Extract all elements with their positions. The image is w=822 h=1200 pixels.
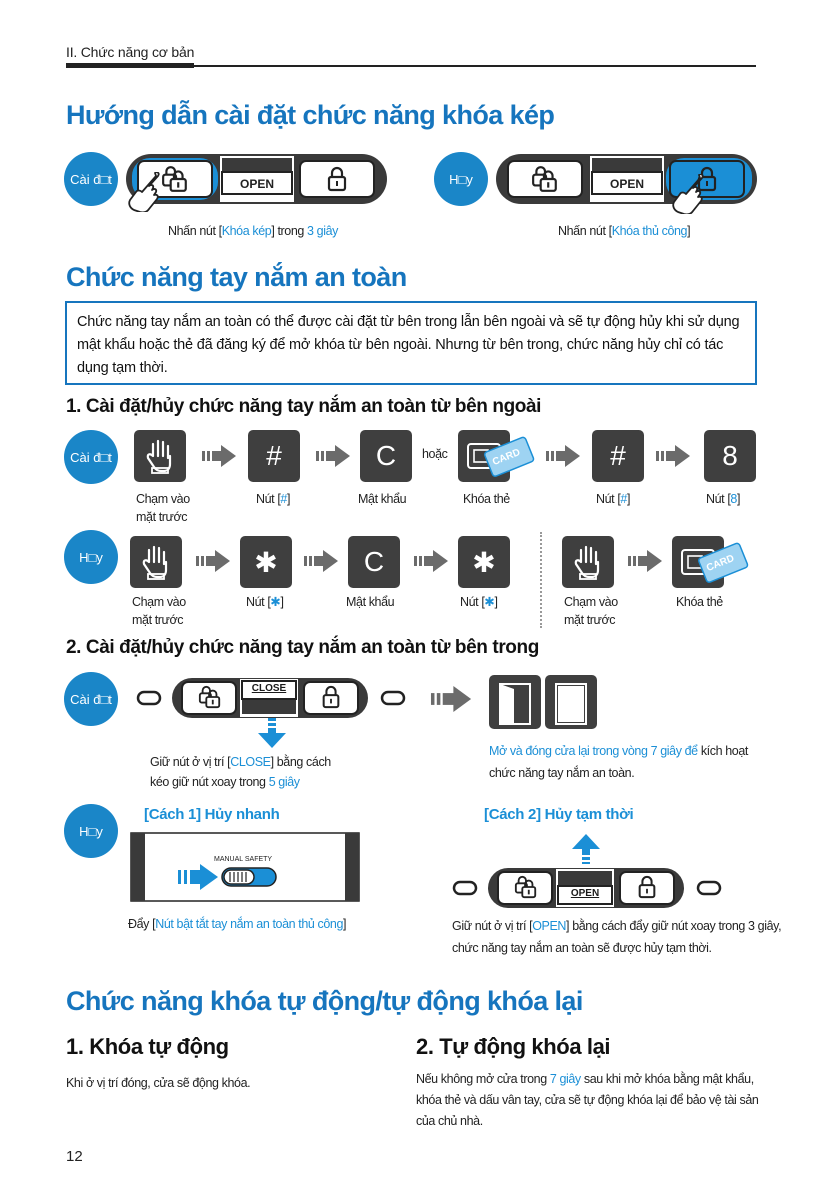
- lock-panel-cancel: [494, 152, 759, 206]
- btn-8-caption: Nút [8]: [706, 492, 741, 506]
- touch-front-icon: [134, 430, 186, 482]
- double-lock-title: Hướng dẫn cài đặt chức năng khóa kép: [66, 100, 555, 130]
- arrow-icon: [656, 445, 690, 467]
- door-open-close-icon: [488, 674, 598, 730]
- outside-cancel-badge: H□y: [64, 530, 118, 584]
- down-arrow-icon: [256, 718, 288, 748]
- btn-hash-caption: Nút [#]: [256, 492, 291, 506]
- safety-description-box: [65, 301, 757, 385]
- key-star: ✱: [240, 536, 292, 588]
- touch-front-caption-2: Chạm vào mặt trước: [564, 595, 618, 627]
- lock-panel-set: [124, 152, 389, 206]
- panel-open-label: OPEN: [609, 177, 644, 191]
- autolock-title: Chức năng khóa tự động/tự động khóa lại: [66, 986, 583, 1016]
- key-star-2: ✱: [458, 536, 510, 588]
- safety-description: Chức năng tay nắm an toàn có thể được cài đặt từ bên trong lẫn bên ngoài và sẽ tự động hủy khi sử dụng mật khẩu hoặc thẻ đã đăng ký để mở khóa từ bên ngoài. Nhưng từ bên trong, chức năng hủy chỉ có tác dụng tạm thời.: [77, 314, 740, 376]
- outside-title: 1. Cài đặt/hủy chức năng tay nắm an toàn từ bên ngoài: [66, 396, 542, 417]
- touch-front-icon: [562, 536, 614, 588]
- finger-press-icon: [670, 174, 710, 214]
- relock-text: Nếu không mở cửa trong 7 giây sau khi mở khóa bằng mật khẩu, khóa thẻ và dấu vân tay, cửa sẽ tự động khóa lại để bảo vệ tài sản của chủ nhà.: [416, 1072, 759, 1128]
- safety-title: Chức năng tay nắm an toàn: [66, 262, 407, 292]
- set-caption: Nhấn nút [Khóa kép] trong 3 giây: [168, 224, 338, 238]
- lock-icon: [320, 685, 342, 709]
- panel-open-label: OPEN: [570, 888, 600, 899]
- inside-panel-open: [452, 866, 722, 910]
- inside-set-badge: Cài đ□t: [64, 672, 118, 726]
- inside-cancel-badge: H□y: [64, 804, 118, 858]
- panel-open-label: OPEN: [239, 177, 274, 191]
- touch-front-icon: [130, 536, 182, 588]
- arrow-icon: [546, 445, 580, 467]
- double-lock-icon: [514, 875, 538, 899]
- btn-star-caption-2: Nút [✱]: [460, 595, 498, 609]
- key-hash: #: [248, 430, 300, 482]
- touch-front-caption: Chạm vào mặt trước: [136, 492, 190, 524]
- inside-title: 2. Cài đặt/hủy chức năng tay nắm an toàn từ bên trong: [66, 637, 539, 658]
- arrow-icon: [196, 550, 230, 572]
- double-lock-icon: [531, 165, 559, 193]
- key-c: C: [360, 430, 412, 482]
- cancel-badge: H□y: [434, 152, 488, 206]
- manual-safety-panel: [130, 832, 360, 902]
- finger-press-icon: [126, 172, 166, 212]
- panel-close-label: CLOSE: [251, 683, 287, 694]
- auto-lock-text: Khi ở vị trí đóng, cửa sẽ động khóa.: [66, 1076, 251, 1090]
- push-caption: Đẩy [Nút bật tắt tay nắm an toàn thủ công]: [128, 917, 347, 931]
- cancel-caption: Nhấn nút [Khóa thủ công]: [558, 224, 691, 238]
- header-rule-accent: [66, 63, 194, 68]
- card-key-caption-2: Khóa thẻ: [676, 595, 723, 609]
- manual-safety-panel-graphic: [130, 832, 360, 902]
- outside-set-badge: Cài đ□t: [64, 430, 118, 484]
- section-label: II. Chức năng cơ bản: [66, 44, 195, 60]
- door-caption: Mở và đóng cửa lại trong vòng 7 giây để kích hoạt chức năng tay nắm an toàn.: [489, 744, 748, 780]
- inside-panel-close: [136, 676, 406, 720]
- card-text: CARD: [490, 446, 522, 469]
- divider: [540, 532, 542, 628]
- set-badge: Cài đ□t: [64, 152, 118, 206]
- password-caption: Mật khẩu: [346, 595, 395, 609]
- arrow-icon: [202, 445, 236, 467]
- card-text: CARD: [704, 552, 736, 575]
- touch-front-caption: Chạm vào mặt trước: [132, 595, 186, 627]
- manual-safety-label: MANUAL SAFETY: [214, 856, 273, 863]
- arrow-icon: [304, 550, 338, 572]
- up-arrow-icon: [570, 834, 602, 864]
- arrow-icon: [430, 686, 472, 712]
- lock-icon: [325, 166, 349, 192]
- arrow-icon: [414, 550, 448, 572]
- double-lock-icon: [198, 685, 222, 709]
- btn-star-caption: Nút [✱]: [246, 595, 284, 609]
- key-hash-2: #: [592, 430, 644, 482]
- or-text: hoặc: [422, 447, 448, 461]
- password-caption: Mật khẩu: [358, 492, 407, 506]
- page-number: 12: [66, 1148, 83, 1165]
- lock-icon: [636, 875, 658, 899]
- temp-cancel-caption: Giữ nút ở vị trí [OPEN] bằng cách đẩy giữ nút xoay trong 3 giây, chức năng tay nắm an toàn sẽ được hủy tạm thời.: [452, 919, 782, 955]
- btn-hash-caption-2: Nút [#]: [596, 492, 631, 506]
- method2-title: [Cách 2] Hủy tạm thời: [484, 806, 634, 823]
- arrow-icon: [316, 445, 350, 467]
- key-8: 8: [704, 430, 756, 482]
- key-c: C: [348, 536, 400, 588]
- card-key-caption: Khóa thẻ: [463, 492, 510, 506]
- auto-lock-title: 1. Khóa tự động: [66, 1034, 229, 1059]
- relock-title: 2. Tự động khóa lại: [416, 1034, 611, 1059]
- method1-title: [Cách 1] Hủy nhanh: [144, 806, 280, 823]
- arrow-icon: [628, 550, 662, 572]
- hold-close-caption: Giữ nút ở vị trí [CLOSE] bằng cách kéo giữ nút xoay trong 5 giây: [150, 755, 331, 789]
